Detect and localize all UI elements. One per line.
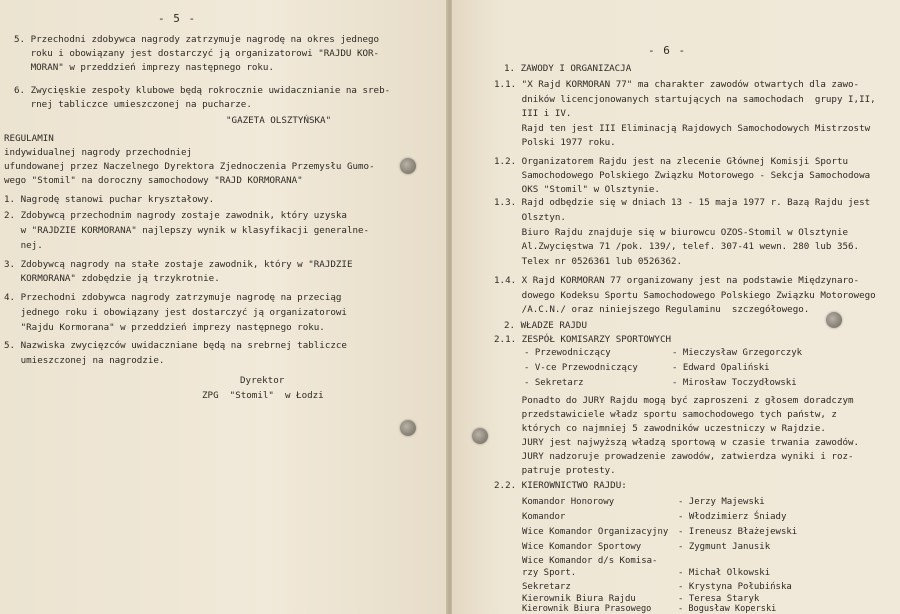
text-line: 5. Nazwiska zwycięzców uwidaczniane będą na srebrnej tabliczce [4,340,347,351]
text-line: Telex nr 0526361 lub 0526362. [494,256,683,267]
direction-name: - Włodzimierz Śniady [678,512,787,522]
text-line: Biuro Rajdu znajduje się w biurowcu OZOS-Stomil w Olsztynie [494,227,849,238]
direction-role: Sekretarz [522,582,571,592]
direction-role: Wice Komandor Sportowy [522,542,642,552]
text-line: 1.1. "X Rajd KORMORAN 77" ma charakter zawodów otwartych dla zawo- [494,79,860,90]
signature-org: ZPG "Stomil" w Łodzi [202,390,324,401]
text-line: umieszczonej na nagrodzie. [4,355,165,366]
punch-hole [472,428,488,444]
text-line: których co najmniej 5 zawodników uczestniczy w Rajdzie. [494,423,826,434]
text-line: dników licencjonowanych startujących na samochodach grupy I,II, [494,94,876,105]
text-line: III i IV. [494,108,572,119]
text-line: 6. Zwycięskie zespoły klubowe będą rokrocznie uwidacznianie na sreb- [14,85,391,96]
text-line: Ponadto do JURY Rajdu mogą być zaproszeni z głosem doradczym [494,395,854,406]
text-line: Samochodowego Polskiego Związku Motorowego - Sekcja Samochodowa [494,170,871,181]
section-heading: 1. ZAWODY I ORGANIZACJA [504,63,632,74]
punch-hole [400,420,416,436]
section-heading: 2.2. KIEROWNICTWO RAJDU: [494,480,627,491]
direction-name: - Jerzy Majewski [678,497,765,507]
text-line: Al.Zwycięstwa 71 /pok. 139/, telef. 307-41 wewn. 280 lub 356. [494,241,860,252]
text-line: JURY nadzoruje prowadzenie zawodów, zatwierdza wyniki i roz- [494,451,854,462]
direction-role: Kierownik Biura Prasowego [522,604,652,614]
text-line: 1.2. Organizatorem Rajdu jest na zlecenie Głównej Komisji Sportu [494,156,849,167]
commissioner-role: - Przewodniczący [524,348,611,358]
text-line: wego "Stomil" na doroczny samochodowy "RAJD KORMORANA" [4,175,303,186]
direction-name: - Teresa Staryk [678,594,760,604]
text-line: przedstawiciele władz sportu samochodowego tych państw, z [494,409,837,420]
text-line: jednego roku i obowiązany jest dostarczyć ją organizatorowi [4,307,347,318]
direction-name: - Krystyna Połubińska [678,582,792,592]
section-heading: 2.1. ZESPÓŁ KOMISARZY SPORTOWYCH [494,334,672,345]
text-line: rnej tabliczce umieszczonej na pucharze. [14,99,252,110]
text-line: roku i obowiązany jest dostarczyć ją organizatorowi "RAJDU KOR- [14,48,380,59]
text-line: Polski 1977 roku. [494,137,616,148]
text-line: 4. Przechodni zdobywca nagrody zatrzymuje nagrodę na przeciąg [4,292,342,303]
text-line: /A.C.N./ oraz niniejszego Regulaminu szczegółowego. [494,304,810,315]
commissioner-role: - V-ce Przewodniczący [524,363,638,373]
page-number: - 5 - [158,12,197,25]
direction-role: Wice Komandor d/s Komisa- [522,556,658,566]
text-line: ufundowanej przez Naczelnego Dyrektora Zjednoczenia Przemysłu Gumo- [4,161,375,172]
text-line: indywidualnej nagrody przechodniej [4,147,193,158]
text-line: 1.3. Rajd odbędzie się w dniach 13 - 15 maja 1977 r. Bazą Rajdu jest [494,197,871,208]
punch-hole [400,158,416,174]
text-line: w "RAJDZIE KORMORANA" najlepszy wynik w klasyfikacji generalne- [4,225,370,236]
text-line: 1.4. X Rajd KORMORAN 77 organizowany jest na podstawie Międzynaro- [494,275,860,286]
right-page [452,0,900,614]
direction-role: Komandor [522,512,566,522]
direction-name: - Ireneusz Błażejewski [678,527,798,537]
page-number: - 6 - [648,44,687,57]
text-line: KORMORANA" zdobędzie ją trzykrotnie. [4,273,220,284]
direction-role: Komandor Honorowy [522,497,615,507]
direction-name: - Bogusław Koperski [678,604,777,614]
section-heading: 2. WŁADZE RAJDU [504,320,587,331]
direction-role: Wice Komandor Organizacyjny [522,527,669,537]
text-line: patruje protesty. [494,465,616,476]
section-heading: REGULAMIN [4,133,54,144]
text-line: nej. [4,240,43,251]
commissioner-name: - Mirosław Toczydłowski [672,378,797,388]
direction-name: - Zygmunt Janusik [678,542,771,552]
text-line: JURY jest najwyższą władzą sportową w czasie trwania zawodów. [494,437,860,448]
punch-hole [826,312,842,328]
commissioner-role: - Sekretarz [524,378,584,388]
text-line: "Rajdu Kormorana" w przeddzień imprezy następnego roku. [4,322,325,333]
commissioner-name: - Mieczysław Grzegorczyk [672,348,803,358]
text-line: 2. Zdobywcą przechodnim nagrody zostaje zawodnik, który uzyska [4,210,347,221]
text-line: 1. Nagrodę stanowi puchar kryształowy. [4,194,215,205]
direction-role: Kierownik Biura Rajdu [522,594,636,604]
signature-title: Dyrektor [240,375,285,386]
text-line: Rajd ten jest III Eliminacją Rajdowych Samochodowych Mistrzostw [494,123,871,134]
direction-role: rzy Sport. [522,568,577,578]
text-line: 3. Zdobywcą nagrody na stałe zostaje zawodnik, który w "RAJDZIE [4,259,353,270]
text-line: 5. Przechodni zdobywca nagrody zatrzymuje nagrodę na okres jednego [14,34,380,45]
commissioner-name: - Edward Opaliński [672,363,770,373]
direction-name: - Michał Olkowski [678,568,771,578]
text-line: OKS "Stomil" w Olsztynie. [494,184,660,195]
section-heading: "GAZETA OLSZTYŃSKA" [226,115,332,126]
text-line: dowego Kodeksu Sportu Samochodowego Polskiego Związku Motorowego [494,290,876,301]
text-line: MORAN" w przeddzień imprezy następnego roku. [14,62,274,73]
left-page [0,0,448,614]
text-line: Olsztyn. [494,212,566,223]
